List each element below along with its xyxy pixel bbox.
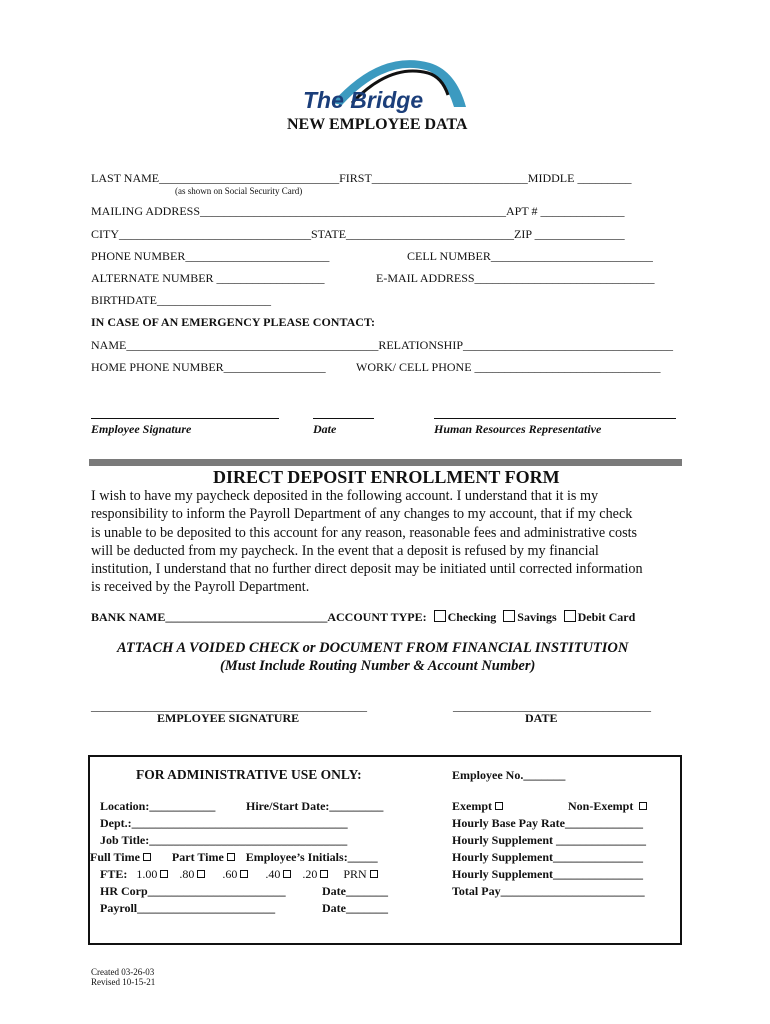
savings-label: Savings <box>517 610 557 624</box>
non-exempt-checkbox[interactable] <box>639 802 647 810</box>
ssn-note: (as shown on Social Security Card) <box>175 186 303 196</box>
fte-option-label: .40 <box>265 867 281 881</box>
page-title: NEW EMPLOYEE DATA <box>287 116 468 133</box>
email-field[interactable]: E-MAIL ADDRESS______________________________ <box>376 271 655 285</box>
prn-checkbox[interactable] <box>370 870 378 878</box>
prn-label: PRN <box>343 867 367 881</box>
mailing-address-field[interactable]: MAILING ADDRESS___________________________________________________APT # ______________ <box>91 204 625 218</box>
fte-label: FTE: <box>100 867 128 881</box>
paragraph-line: I wish to have my paycheck deposited in the following account. I understand that it is my <box>91 488 599 504</box>
phone-field[interactable]: PHONE NUMBER________________________ <box>91 249 330 263</box>
hourly-supplement-field[interactable]: Hourly Supplement_______________ <box>452 867 644 881</box>
hr-corp-date-field[interactable]: Date_______ <box>322 884 388 898</box>
full-time-label: Full Time <box>90 850 140 864</box>
fte-checkbox[interactable] <box>320 870 328 878</box>
full-time-checkbox[interactable] <box>143 853 151 861</box>
date-signature-line[interactable] <box>313 418 374 419</box>
emergency-heading: IN CASE OF AN EMERGENCY PLEASE CONTACT: <box>91 315 376 329</box>
dd-employee-signature-label: EMPLOYEE SIGNATURE <box>157 711 300 725</box>
dd-date-blank[interactable]: _________________________________ <box>453 699 651 713</box>
dd-signature-blank[interactable]: ______________________________________________ <box>91 699 367 713</box>
fte-option-label: .20 <box>302 867 318 881</box>
non-exempt-label: Non-Exempt <box>568 799 634 813</box>
emergency-name-field[interactable]: NAME__________________________________________RELATIONSHIP___________________________________ <box>91 338 673 352</box>
exempt-checkbox[interactable] <box>495 802 503 810</box>
debit-card-label: Debit Card <box>577 610 636 624</box>
paragraph-line: is unable to be deposited to this account for any reason, reasonable fees and administrative costs <box>91 524 638 541</box>
authorization-paragraph <box>91 487 691 597</box>
payroll-date-field[interactable]: Date_______ <box>322 901 388 915</box>
fte-option-label: .60 <box>222 867 238 881</box>
created-date: Created 03-26-03 <box>91 967 155 977</box>
employment-type-row <box>90 850 378 865</box>
fte-checkbox[interactable] <box>197 870 205 878</box>
cell-field[interactable]: CELL NUMBER___________________________ <box>407 249 653 263</box>
work-phone-field[interactable]: WORK/ CELL PHONE _______________________________ <box>356 360 661 374</box>
date-label: Date <box>313 422 337 436</box>
employee-signature-label: Employee Signature <box>91 422 192 436</box>
exempt-option <box>452 799 505 814</box>
hourly-base-field[interactable]: Hourly Base Pay Rate_____________ <box>452 816 643 830</box>
checking-label: Checking <box>447 610 497 624</box>
hourly-supplement-field[interactable]: Hourly Supplement _______________ <box>452 833 647 847</box>
hr-signature-line[interactable] <box>434 418 676 419</box>
checking-checkbox[interactable] <box>434 610 446 622</box>
bank-account-row <box>91 610 635 625</box>
payroll-field[interactable]: Payroll_______________________ <box>100 901 276 915</box>
paragraph-line: institution, I understand that no further direct deposit may be initiated until corrected information <box>91 561 643 578</box>
debit-card-checkbox[interactable] <box>564 610 576 622</box>
paragraph-line: will be deducted from my paycheck. In the event that a deposit is refused by my financial <box>91 542 599 559</box>
paragraph-line: is received by the Payroll Department. <box>91 579 310 596</box>
paragraph-line: responsibility to inform the Payroll Department of any changes to my account, that if my check <box>91 506 633 523</box>
bank-name-field[interactable]: BANK NAME___________________________ACCOUNT TYPE: <box>91 610 427 624</box>
fte-checkbox[interactable] <box>240 870 248 878</box>
hire-date-field[interactable]: Hire/Start Date:_________ <box>246 799 384 813</box>
part-time-label: Part Time <box>171 850 224 864</box>
hr-corp-field[interactable]: HR Corp_______________________ <box>100 884 286 898</box>
part-time-checkbox[interactable] <box>227 853 235 861</box>
employee-number-field[interactable]: Employee No._______ <box>452 768 566 782</box>
attach-notice-detail: (Must Include Routing Number & Account Number) <box>220 658 536 674</box>
employee-signature-line[interactable] <box>91 418 279 419</box>
non-exempt-option <box>568 799 649 814</box>
fte-option-label: .80 <box>179 867 195 881</box>
hourly-supplement-field[interactable]: Hourly Supplement_______________ <box>452 850 644 864</box>
admin-heading: FOR ADMINISTRATIVE USE ONLY: <box>136 767 362 782</box>
name-field[interactable]: LAST NAME______________________________FIRST__________________________MIDDLE _________ <box>91 171 632 185</box>
job-title-field[interactable]: Job Title:_________________________________ <box>100 833 348 847</box>
fte-option-label: 1.00 <box>136 867 158 881</box>
city-state-zip-field[interactable]: CITY________________________________STATE____________________________ZIP _______________ <box>91 227 625 241</box>
savings-checkbox[interactable] <box>503 610 515 622</box>
revised-date: Revised 10-15-21 <box>91 977 156 987</box>
birthdate-field[interactable]: BIRTHDATE___________________ <box>91 293 271 307</box>
dd-date-label: DATE <box>525 711 558 725</box>
location-field[interactable]: Location:___________ <box>100 799 216 813</box>
home-phone-field[interactable]: HOME PHONE NUMBER_________________ <box>91 360 326 374</box>
alternate-number-field[interactable]: ALTERNATE NUMBER __________________ <box>91 271 325 285</box>
fte-checkbox[interactable] <box>283 870 291 878</box>
direct-deposit-title: DIRECT DEPOSIT ENROLLMENT FORM <box>213 467 560 487</box>
total-pay-field[interactable]: Total Pay________________________ <box>452 884 645 898</box>
initials-field[interactable]: Employee’s Initials:_____ <box>245 850 378 864</box>
logo-text: The Bridge <box>303 87 424 113</box>
dept-field[interactable]: Dept.:____________________________________ <box>100 816 348 830</box>
fte-row <box>100 867 380 882</box>
exempt-label: Exempt <box>452 799 492 813</box>
section-divider <box>89 459 682 466</box>
fte-checkbox[interactable] <box>160 870 168 878</box>
hr-representative-label: Human Resources Representative <box>434 422 602 436</box>
attach-notice: ATTACH A VOIDED CHECK or DOCUMENT FROM FINANCIAL INSTITUTION <box>117 640 629 656</box>
